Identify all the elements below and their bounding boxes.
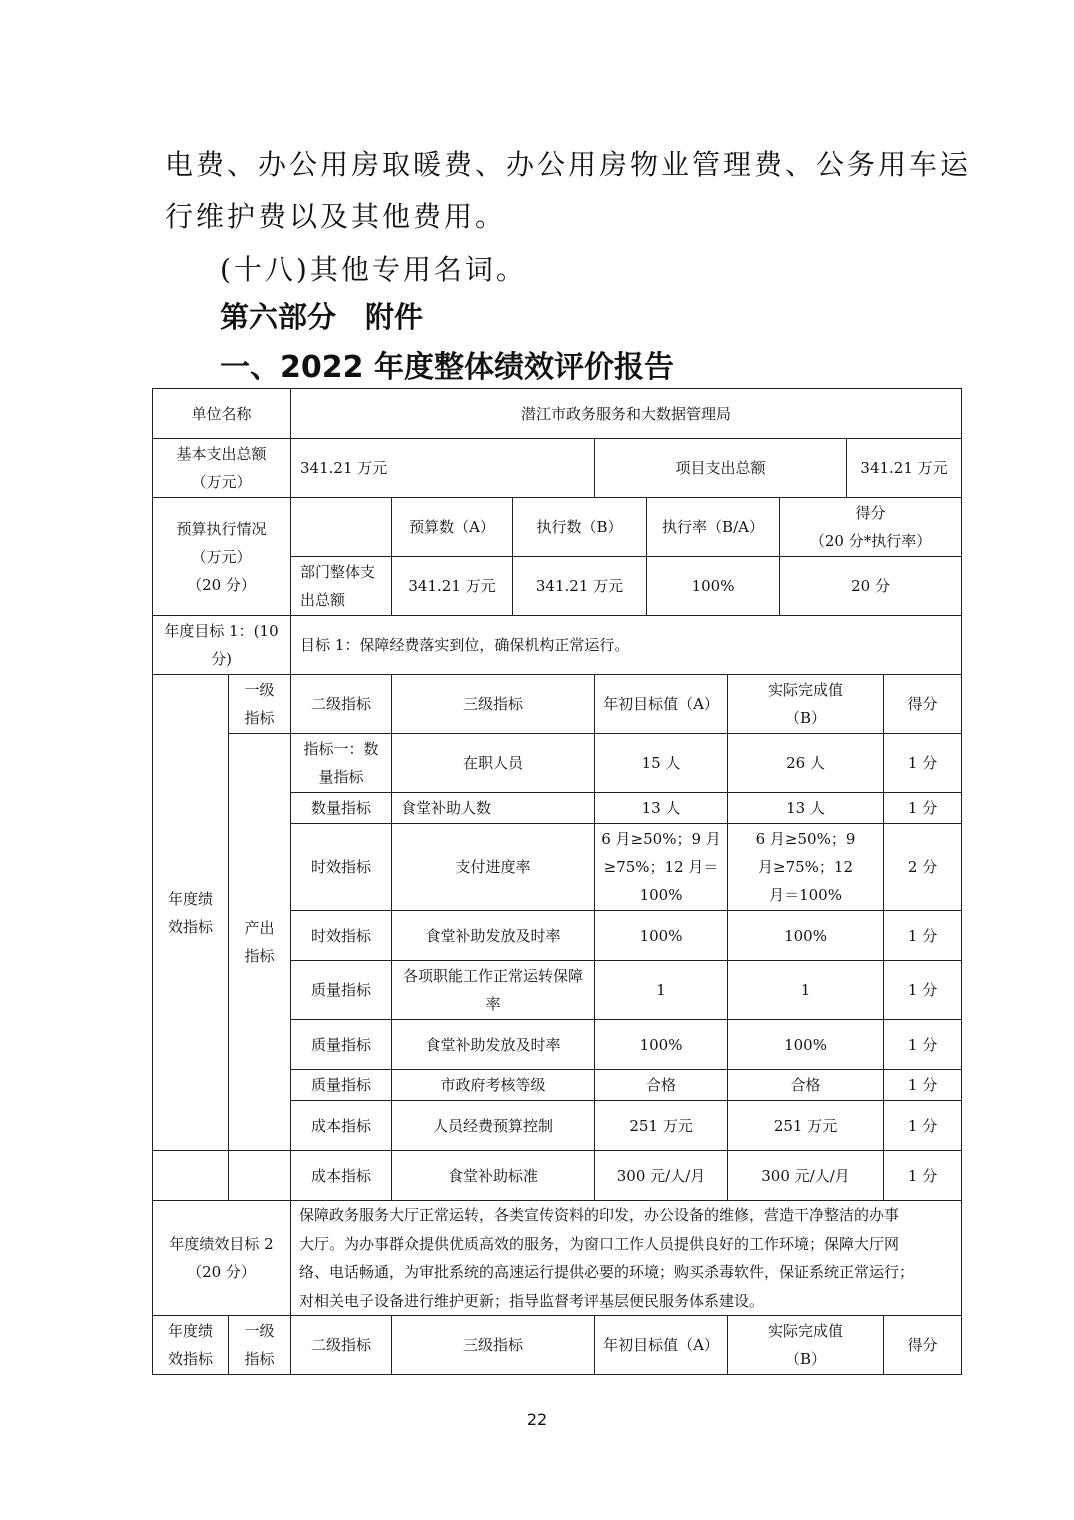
score-cell: 2 分 xyxy=(884,824,962,911)
actual-cell: 100% xyxy=(728,911,884,961)
level2-cell: 指标一：数 量指标 xyxy=(291,734,392,793)
level2-cell: 质量指标 xyxy=(291,961,392,1020)
unit-name-label: 单位名称 xyxy=(153,389,291,439)
target-header: 年初目标值（A） xyxy=(595,1316,728,1375)
target-cell: 251 万元 xyxy=(595,1101,728,1151)
goal2-text: 保障政务服务大厅正常运转，各类宣传资料的印发，办公设备的维修，营造干净整洁的办事 大厅。为办事群众提供优质高效的服务，为窗口工作人员提供良好的工作环境；保障大厅网 络、电话畅通，为审批系统的高速运行提供必要的环境；购买杀毒软件，保证系统正常运行； 对相关电子设备进行维护更新；指导监督考评基层便民服务体系建设。 xyxy=(291,1201,962,1316)
actual-cell: 100% xyxy=(728,1020,884,1070)
paragraph-line-2: 行维护费以及其他费用。 xyxy=(165,200,507,233)
actual-header: 实际完成值 （B） xyxy=(728,1316,884,1375)
table-row xyxy=(153,734,962,793)
level3-cell: 市政府考核等级 xyxy=(392,1070,595,1101)
score-col-header: 得分 xyxy=(884,675,962,734)
target-cell: 100% xyxy=(595,1020,728,1070)
level3-cell: 在职人员 xyxy=(392,734,595,793)
score-cell: 1 分 xyxy=(884,734,962,793)
level3-header: 三级指标 xyxy=(392,675,595,734)
budget-header: 预算数（A） xyxy=(392,498,513,557)
dept-score-value: 20 分 xyxy=(780,557,962,616)
rate-header: 执行率（B/A） xyxy=(647,498,780,557)
level3-cell: 食堂补助人数 xyxy=(392,793,595,824)
table-row xyxy=(153,1151,962,1201)
level2-header: 二级指标 xyxy=(291,675,392,734)
basic-expense-label: 基本支出总额 （万元） xyxy=(153,439,291,498)
project-expense-value: 341.21 万元 xyxy=(847,439,962,498)
dept-total-label: 部门整体支 出总额 xyxy=(291,557,392,616)
level2-cell: 时效指标 xyxy=(291,911,392,961)
dept-exec-value: 341.21 万元 xyxy=(513,557,647,616)
level3-cell: 食堂补助发放及时率 xyxy=(392,1020,595,1070)
actual-cell: 合格 xyxy=(728,1070,884,1101)
dept-budget-value: 341.21 万元 xyxy=(392,557,513,616)
level3-header: 三级指标 xyxy=(392,1316,595,1375)
score-cell: 1 分 xyxy=(884,1151,962,1201)
blank-cell xyxy=(229,1151,291,1201)
level2-cell: 质量指标 xyxy=(291,1020,392,1070)
blank-cell xyxy=(291,498,392,557)
part-heading: 第六部分 附件 xyxy=(220,300,424,334)
actual-cell: 26 人 xyxy=(728,734,884,793)
level3-cell: 食堂补助发放及时率 xyxy=(392,911,595,961)
perf-indicator-label: 年度绩 效指标 xyxy=(153,675,229,1151)
target-cell: 300 元/人/月 xyxy=(595,1151,728,1201)
score-cell: 1 分 xyxy=(884,1020,962,1070)
goal1-text: 目标 1：保障经费落实到位，确保机构正常运行。 xyxy=(291,616,962,675)
execution-header: 执行数（B） xyxy=(513,498,647,557)
performance-table xyxy=(152,388,962,1375)
level3-cell: 支付进度率 xyxy=(392,824,595,911)
level1-header: 一级 指标 xyxy=(229,1316,291,1375)
score-col-header: 得分 xyxy=(884,1316,962,1375)
actual-cell: 251 万元 xyxy=(728,1101,884,1151)
level2-cell: 时效指标 xyxy=(291,824,392,911)
level2-cell: 成本指标 xyxy=(291,1101,392,1151)
target-cell: 6 月≥50%；9 月 ≥75%；12 月＝ 100% xyxy=(595,824,728,911)
target-cell: 1 xyxy=(595,961,728,1020)
output-indicator-label: 产出 指标 xyxy=(229,734,291,1151)
level3-cell: 食堂补助标准 xyxy=(392,1151,595,1201)
goal2-label: 年度绩效目标 2 （20 分） xyxy=(153,1201,291,1316)
score-cell: 1 分 xyxy=(884,1070,962,1101)
target-cell: 合格 xyxy=(595,1070,728,1101)
goal1-label: 年度目标 1：(10 分) xyxy=(153,616,291,675)
page-number: 22 xyxy=(526,1410,548,1429)
target-cell: 100% xyxy=(595,911,728,961)
level2-cell: 质量指标 xyxy=(291,1070,392,1101)
level3-cell: 各项职能工作正常运转保障率 xyxy=(392,961,595,1020)
paragraph-line-3: (十八)其他专用名词。 xyxy=(220,253,527,286)
score-cell: 1 分 xyxy=(884,911,962,961)
dept-rate-value: 100% xyxy=(647,557,780,616)
level2-cell: 数量指标 xyxy=(291,793,392,824)
score-cell: 1 分 xyxy=(884,793,962,824)
actual-cell: 6 月≥50%；9 月≥75%；12 月＝100% xyxy=(728,824,884,911)
level3-cell: 人员经费预算控制 xyxy=(392,1101,595,1151)
level1-header: 一级 指标 xyxy=(229,675,291,734)
actual-cell: 1 xyxy=(728,961,884,1020)
score-cell: 1 分 xyxy=(884,961,962,1020)
actual-cell: 300 元/人/月 xyxy=(728,1151,884,1201)
level2-cell: 成本指标 xyxy=(291,1151,392,1201)
blank-cell xyxy=(153,1151,229,1201)
paragraph-line-1: 电费、办公用房取暖费、办公用房物业管理费、公务用车运 xyxy=(165,148,972,181)
report-title: 一、2022 年度整体绩效评价报告 xyxy=(220,350,674,385)
actual-cell: 13 人 xyxy=(728,793,884,824)
score-cell: 1 分 xyxy=(884,1101,962,1151)
unit-name-value: 潜江市政务服务和大数据管理局 xyxy=(291,389,962,439)
perf-indicator-label: 年度绩 效指标 xyxy=(153,1316,229,1375)
target-header: 年初目标值（A） xyxy=(595,675,728,734)
target-cell: 13 人 xyxy=(595,793,728,824)
project-expense-label: 项目支出总额 xyxy=(595,439,847,498)
target-cell: 15 人 xyxy=(595,734,728,793)
budget-execution-label: 预算执行情况 （万元） （20 分） xyxy=(153,498,291,616)
basic-expense-value: 341.21 万元 xyxy=(291,439,595,498)
actual-header: 实际完成值 （B） xyxy=(728,675,884,734)
level2-header: 二级指标 xyxy=(291,1316,392,1375)
score-header: 得分 （20 分*执行率） xyxy=(780,498,962,557)
